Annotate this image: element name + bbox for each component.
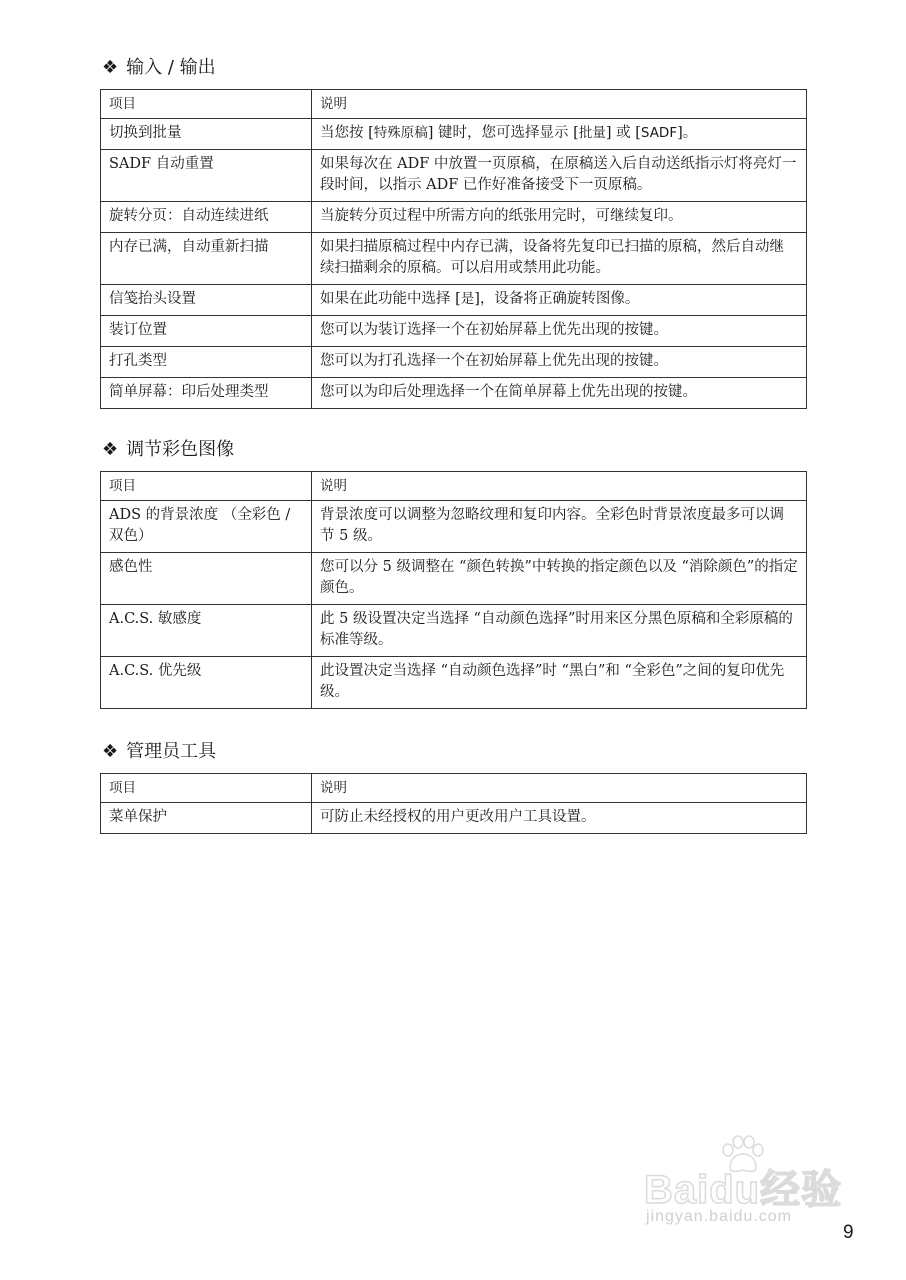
desc-cell: 可防止未经授权的用户更改用户工具设置。 xyxy=(312,803,807,834)
desc-cell: 如果每次在 ADF 中放置一页原稿，在原稿送入后自动送纸指示灯将亮灯一段时间，以指示 ADF 已作好准备接受下一页原稿。 xyxy=(312,150,807,202)
section-title: ❖ 调节彩色图像 xyxy=(102,439,235,460)
column-header-item: 项目 xyxy=(101,774,312,803)
table-header-row xyxy=(101,774,807,803)
settings-table xyxy=(100,89,807,409)
desc-cell: 当您按 [特殊原稿] 键时，您可选择显示 [批量] 或 [SADF]。 xyxy=(312,119,807,150)
item-cell: 装订位置 xyxy=(101,316,312,347)
desc-cell: 当旋转分页过程中所需方向的纸张用完时，可继续复印。 xyxy=(312,202,807,233)
desc-cell: 此设置决定当选择 “自动颜色选择”时 “黑白”和 “全彩色”之间的复印优先级。 xyxy=(312,657,807,709)
section-title: ❖ 管理员工具 xyxy=(102,741,217,762)
desc-cell: 此 5 级设置决定当选择 “自动颜色选择”时用来区分黑色原稿和全彩原稿的标准等级。 xyxy=(312,605,807,657)
item-cell: 旋转分页：自动连续进纸 xyxy=(101,202,312,233)
item-cell: A.C.S. 优先级 xyxy=(101,657,312,709)
item-cell: 简单屏幕：印后处理类型 xyxy=(101,378,312,409)
table-row xyxy=(101,202,807,233)
section-color-adjust xyxy=(100,436,806,709)
table-row xyxy=(101,803,807,834)
section-title: ❖ 输入 / 输出 xyxy=(102,57,216,78)
settings-table xyxy=(100,773,807,834)
table-header-row xyxy=(101,90,807,119)
watermark-url: jingyan.baidu.com xyxy=(646,1208,792,1225)
item-cell: 信笺抬头设置 xyxy=(101,285,312,316)
baidu-jingyan-watermark xyxy=(640,1130,870,1240)
item-cell: 菜单保护 xyxy=(101,803,312,834)
column-header-item: 项目 xyxy=(101,472,312,501)
key-label-batch: 批量 xyxy=(578,125,606,141)
desc-cell: 您可以为装订选择一个在初始屏幕上优先出现的按键。 xyxy=(312,316,807,347)
table-row xyxy=(101,233,807,285)
diamond-bullet-icon: ❖ xyxy=(102,57,119,78)
key-label-yes: 是 xyxy=(460,291,475,307)
column-header-item: 项目 xyxy=(101,90,312,119)
page-number: 9 xyxy=(843,1222,854,1243)
table-row xyxy=(101,501,807,553)
table-header-row xyxy=(101,472,807,501)
item-cell: ADS 的背景浓度 （全彩色 / 双色） xyxy=(101,501,312,553)
column-header-desc: 说明 xyxy=(312,774,807,803)
desc-cell: 您可以为印后处理选择一个在简单屏幕上优先出现的按键。 xyxy=(312,378,807,409)
table-row xyxy=(101,316,807,347)
table-row xyxy=(101,347,807,378)
watermark-logo: Baidu经验 xyxy=(644,1168,843,1212)
diamond-bullet-icon: ❖ xyxy=(102,439,119,460)
item-cell: 打孔类型 xyxy=(101,347,312,378)
table-row xyxy=(101,657,807,709)
table-row xyxy=(101,605,807,657)
section-admin-tools xyxy=(100,738,806,834)
column-header-desc: 说明 xyxy=(312,472,807,501)
desc-cell: 您可以分 5 级调整在 “颜色转换”中转换的指定颜色以及 “消除颜色”的指定颜色。 xyxy=(312,553,807,605)
section-input-output xyxy=(100,54,806,409)
table-row xyxy=(101,553,807,605)
desc-cell: 您可以为打孔选择一个在初始屏幕上优先出现的按键。 xyxy=(312,347,807,378)
item-cell: 切换到批量 xyxy=(101,119,312,150)
item-cell: 内存已满，自动重新扫描 xyxy=(101,233,312,285)
desc-cell: 如果在此功能中选择 [是]，设备将正确旋转图像。 xyxy=(312,285,807,316)
key-label-sadf: SADF xyxy=(640,125,678,141)
table-row xyxy=(101,285,807,316)
diamond-bullet-icon: ❖ xyxy=(102,741,119,762)
item-cell: 感色性 xyxy=(101,553,312,605)
settings-table xyxy=(100,471,807,709)
table-row xyxy=(101,378,807,409)
key-label-special-original: 特殊原稿 xyxy=(373,125,428,141)
desc-cell: 背景浓度可以调整为忽略纹理和复印内容。全彩色时背景浓度最多可以调节 5 级。 xyxy=(312,501,807,553)
column-header-desc: 说明 xyxy=(312,90,807,119)
desc-cell: 如果扫描原稿过程中内存已满，设备将先复印已扫描的原稿，然后自动继续扫描剩余的原稿。可以启用或禁用此功能。 xyxy=(312,233,807,285)
item-cell: A.C.S. 敏感度 xyxy=(101,605,312,657)
table-row xyxy=(101,119,807,150)
table-row xyxy=(101,150,807,202)
item-cell: SADF 自动重置 xyxy=(101,150,312,202)
